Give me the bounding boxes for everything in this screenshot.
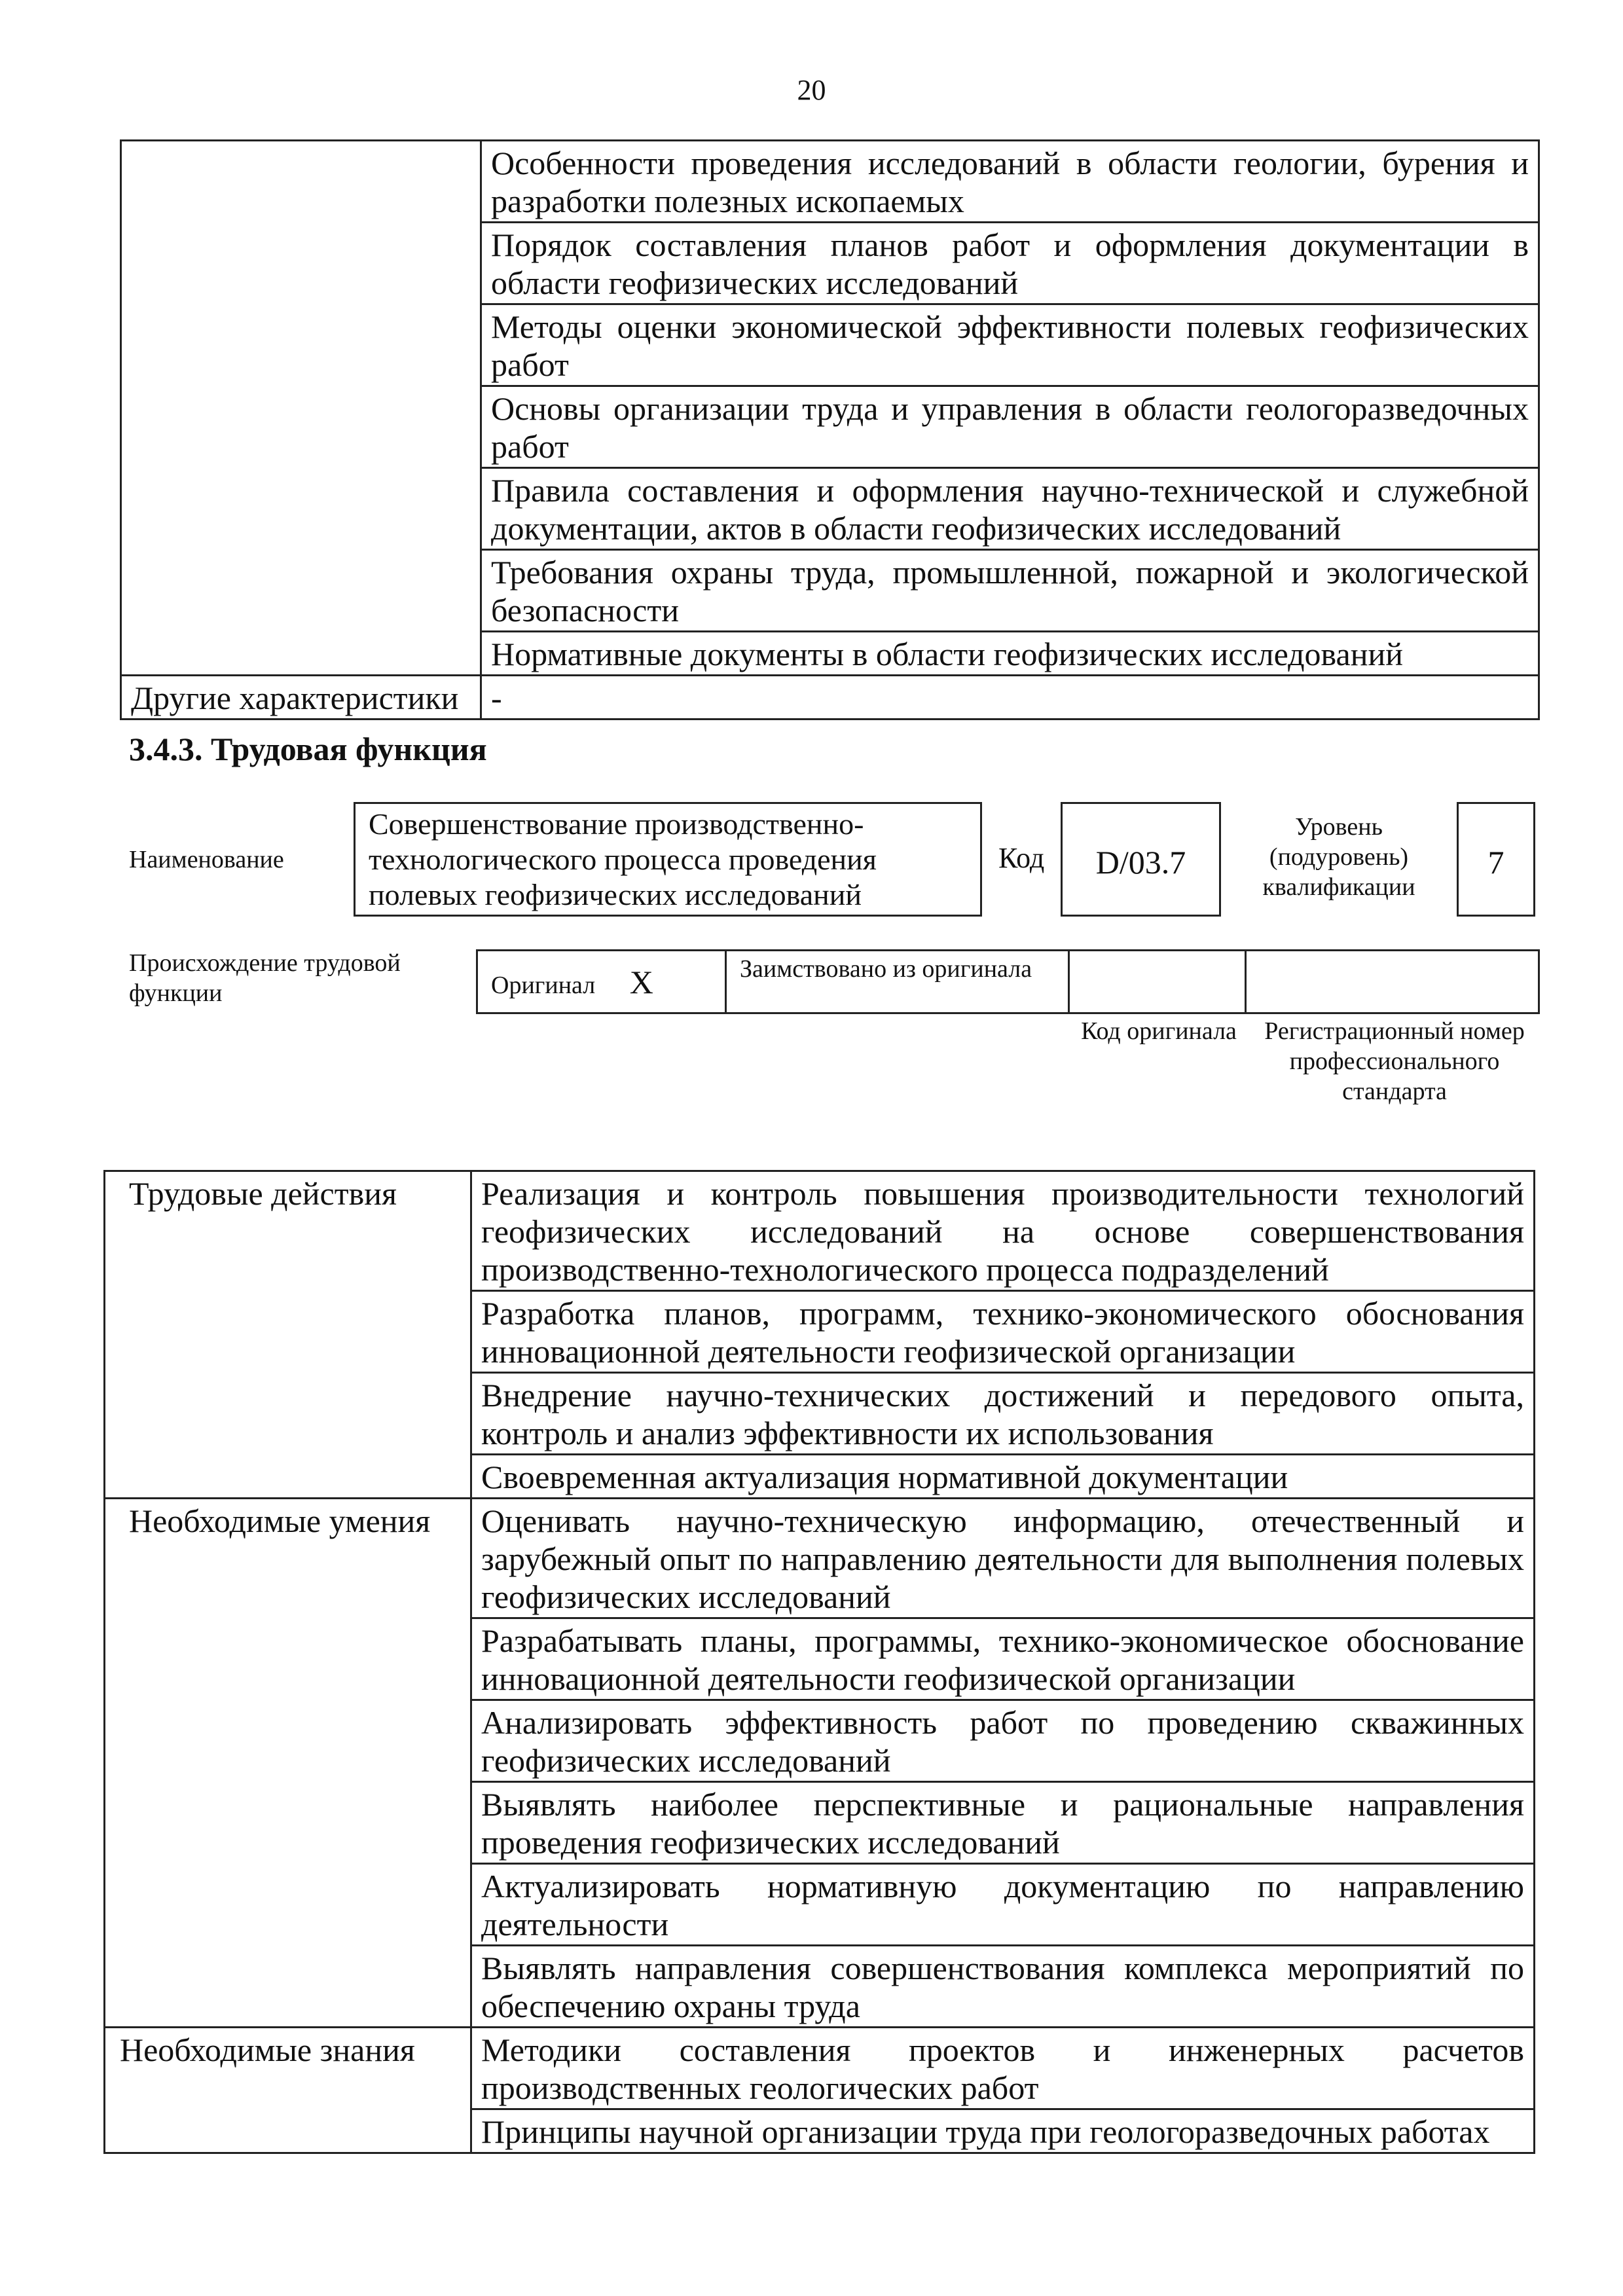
action-item: Разработка планов, программ, технико-экономического обоснования инновационной деятельности геофизической организации xyxy=(471,1291,1535,1373)
original-mark: X xyxy=(629,963,653,1000)
name-label: Наименование xyxy=(129,846,284,873)
original-code-cell xyxy=(1069,951,1246,1013)
page-number: 20 xyxy=(797,74,826,106)
other-characteristics-value: - xyxy=(481,676,1539,720)
table-row xyxy=(105,1171,1535,1291)
code-value: D/03.7 xyxy=(1095,844,1186,881)
original-cell xyxy=(477,951,726,1013)
action-item: Внедрение научно-технических достижений и передового опыта, контроль и анализ эффективности их использования xyxy=(471,1373,1535,1455)
level-label: Уровень (подуровень) квалификации xyxy=(1262,813,1415,901)
function-name-box xyxy=(354,802,982,917)
table-row xyxy=(477,951,1539,1013)
skill-item: Актуализировать нормативную документацию по направлению деятельности xyxy=(471,1864,1535,1946)
function-name-value: Совершенствование производственно-технологического процесса проведения полевых геофизических исследований xyxy=(369,807,877,911)
knowledge-item: Методы оценки экономической эффективности полевых геофизических работ xyxy=(481,304,1539,386)
table-row xyxy=(121,141,1539,223)
knowledge-item: Нормативные документы в области геофизических исследований xyxy=(481,632,1539,676)
code-label: Код xyxy=(998,842,1045,874)
empty-label-cell xyxy=(121,141,481,676)
skills-label: Необходимые умения xyxy=(105,1499,471,2028)
knowledge-item: Особенности проведения исследований в области геологии, бурения и разработки полезных ископаемых xyxy=(481,141,1539,223)
borrowed-cell: Заимствовано из оригинала xyxy=(726,951,1069,1013)
table-row xyxy=(105,2028,1535,2109)
actions-label: Трудовые действия xyxy=(105,1171,471,1499)
action-item: Своевременная актуализация нормативной документации xyxy=(471,1455,1535,1499)
origin-label: Происхождение трудовой функции xyxy=(129,949,401,1007)
knowledge-item: Требования охраны труда, промышленной, пожарной и экологической безопасности xyxy=(481,550,1539,632)
table-row xyxy=(105,1499,1535,1618)
knowledge-item: Методики составления проектов и инженерных расчетов производственных геологических работ xyxy=(471,2028,1535,2109)
skill-item: Оценивать научно-техническую информацию, отечественный и зарубежный опыт по направлению деятельности для выполнения полевых геофизических исследований xyxy=(471,1499,1535,1618)
labor-function-table xyxy=(103,1170,1535,2154)
knowledge-item: Принципы научной организации труда при геологоразведочных работах xyxy=(471,2109,1535,2153)
action-item: Реализация и контроль повышения производительности технологий геофизических исследований на основе совершенствования производственно-технологического процесса подразделений xyxy=(471,1171,1535,1291)
skill-item: Выявлять направления совершенствования комплекса мероприятий по обеспечению охраны труда xyxy=(471,1946,1535,2028)
section-title: 3.4.3. Трудовая функция xyxy=(129,731,487,767)
table-row xyxy=(121,676,1539,720)
code-box xyxy=(1061,802,1221,917)
knowledge-item: Основы организации труда и управления в области геологоразведочных работ xyxy=(481,386,1539,468)
code-caption: Код оригинала xyxy=(1081,1017,1237,1045)
reg-caption: Регистрационный номер профессионального стандарта xyxy=(1264,1017,1525,1105)
knowledge-item: Правила составления и оформления научно-технической и служебной документации, актов в области геофизических исследований xyxy=(481,468,1539,550)
level-box xyxy=(1457,802,1535,917)
knowledge-label: Необходимые знания xyxy=(105,2028,471,2153)
knowledge-continuation-table xyxy=(120,139,1540,720)
level-value: 7 xyxy=(1487,844,1504,881)
skill-item: Выявлять наиболее перспективные и рациональные направления проведения геофизических исследований xyxy=(471,1782,1535,1864)
skill-item: Разрабатывать планы, программы, технико-экономическое обоснование инновационной деятельности геофизической организации xyxy=(471,1618,1535,1700)
knowledge-item: Порядок составления планов работ и оформления документации в области геофизических исследований xyxy=(481,223,1539,304)
reg-number-cell xyxy=(1246,951,1539,1013)
skill-item: Анализировать эффективность работ по проведению скважинных геофизических исследований xyxy=(471,1700,1535,1782)
origin-table xyxy=(476,949,1540,1014)
original-label: Оригинал xyxy=(491,971,596,999)
other-characteristics-label: Другие характеристики xyxy=(121,676,481,720)
